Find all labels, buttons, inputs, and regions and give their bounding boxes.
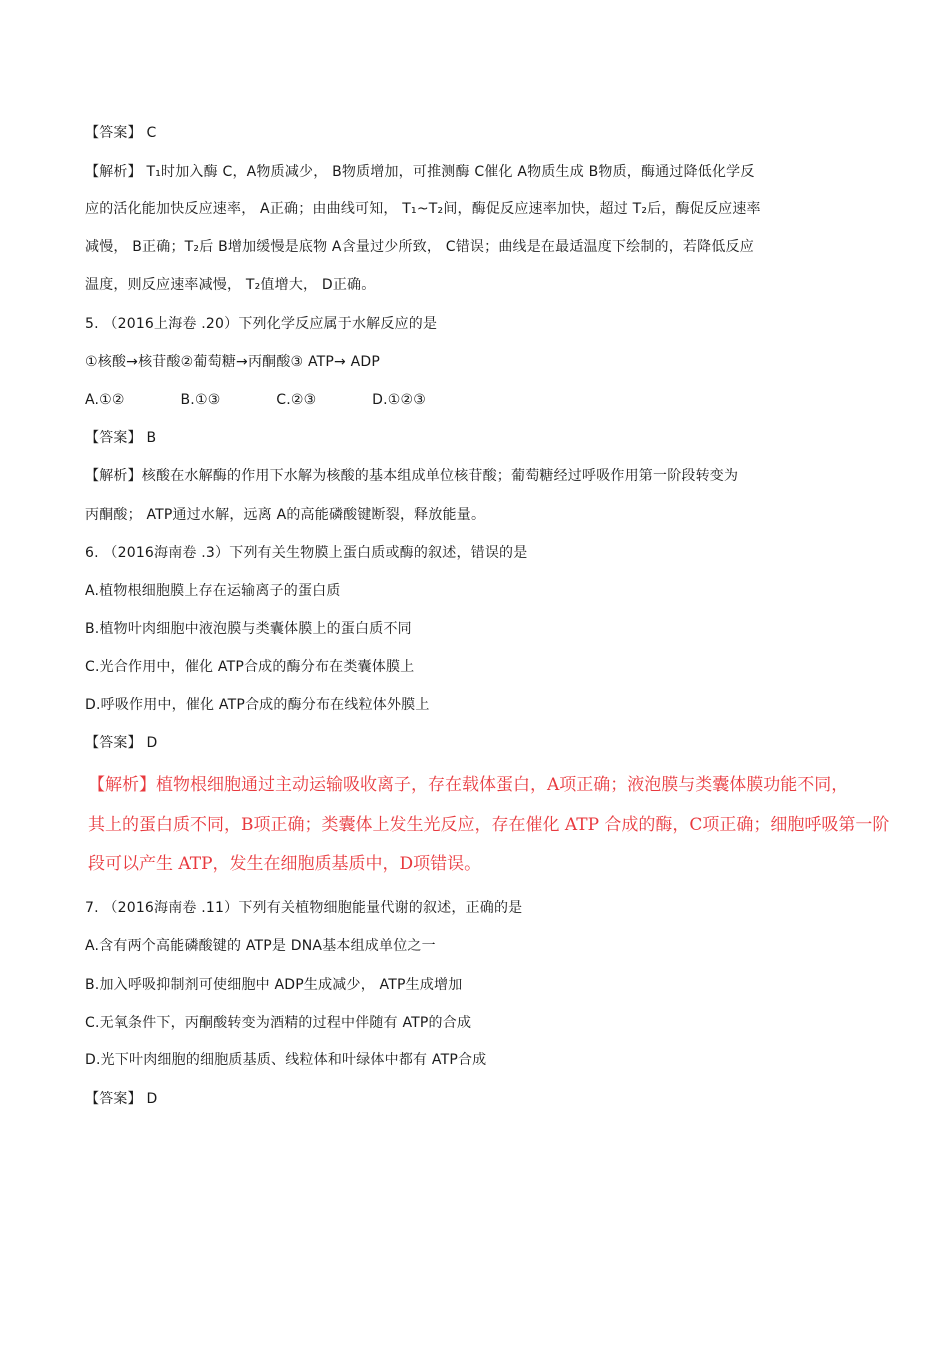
question-option: B.加入呼吸抑制剂可使细胞中 ADP生成减少， ATP生成增加 xyxy=(85,977,463,993)
question-title: 7. （2016海南卷 .11）下列有关植物细胞能量代谢的叙述，正确的是 xyxy=(85,900,523,916)
analysis-text: 丙酮酸； ATP通过水解，远离 A的高能磷酸键断裂，释放能量。 xyxy=(85,507,486,523)
red-analysis-text: 【解析】植物根细胞通过主动运输吸收离子，存在载体蛋白，A项正确；液泡膜与类囊体膜功能不同， xyxy=(88,775,849,795)
question-option: D.光下叶肉细胞的细胞质基质、线粒体和叶绿体中都有 ATP合成 xyxy=(85,1052,487,1068)
question-option: A.含有两个高能磷酸键的 ATP是 DNA基本组成单位之一 xyxy=(85,938,436,954)
red-analysis-text: 段可以产生 ATP，发生在细胞质基质中，D项错误。 xyxy=(88,854,482,874)
answer-label: 【答案】 B xyxy=(85,430,157,446)
analysis-text: 【解析】核酸在水解酶的作用下水解为核酸的基本组成单位核苷酸；葡萄糖经过呼吸作用第一阶段转变为 xyxy=(85,468,739,484)
question-option: D.呼吸作用中，催化 ATP合成的酶分布在线粒体外膜上 xyxy=(85,697,430,713)
question-title: 6. （2016海南卷 .3）下列有关生物膜上蛋白质或酶的叙述，错误的是 xyxy=(85,545,528,561)
question-options: A.①② B.①③ C.②③ D.①②③ xyxy=(85,392,427,408)
question-option: C.光合作用中，催化 ATP合成的酶分布在类囊体膜上 xyxy=(85,659,415,675)
answer-label: 【答案】 D xyxy=(85,1091,158,1107)
analysis-text: 减慢， B正确；T₂后 B增加缓慢是底物 A含量过少所致， C错误；曲线是在最适温度下绘制的，若降低反应 xyxy=(85,239,754,255)
answer-label: 【答案】 D xyxy=(85,735,158,751)
question-stem: ①核酸→核苷酸②葡萄糖→丙酮酸③ ATP→ ADP xyxy=(85,354,381,370)
red-analysis-text: 其上的蛋白质不同，B项正确；类囊体上发生光反应，存在催化 ATP 合成的酶，C项正确；细胞呼吸第一阶 xyxy=(88,815,890,835)
question-option: C.无氧条件下，丙酮酸转变为酒精的过程中伴随有 ATP的合成 xyxy=(85,1015,472,1031)
analysis-text: 应的活化能加快反应速率， A正确；由曲线可知， T₁~T₂间，酶促反应速率加快，超过 T₂后，酶促反应速率 xyxy=(85,201,761,217)
analysis-text: 【解析】 T₁时加入酶 C，A物质减少， B物质增加，可推测酶 C催化 A物质生成 B物质，酶通过降低化学反 xyxy=(85,164,755,180)
question-option: B.植物叶肉细胞中液泡膜与类囊体膜上的蛋白质不同 xyxy=(85,621,412,637)
question-title: 5. （2016上海卷 .20）下列化学反应属于水解反应的是 xyxy=(85,316,438,332)
question-option: A.植物根细胞膜上存在运输离子的蛋白质 xyxy=(85,583,341,599)
analysis-text: 温度，则反应速率减慢， T₂值增大， D正确。 xyxy=(85,277,376,293)
answer-label: 【答案】 C xyxy=(85,125,157,141)
